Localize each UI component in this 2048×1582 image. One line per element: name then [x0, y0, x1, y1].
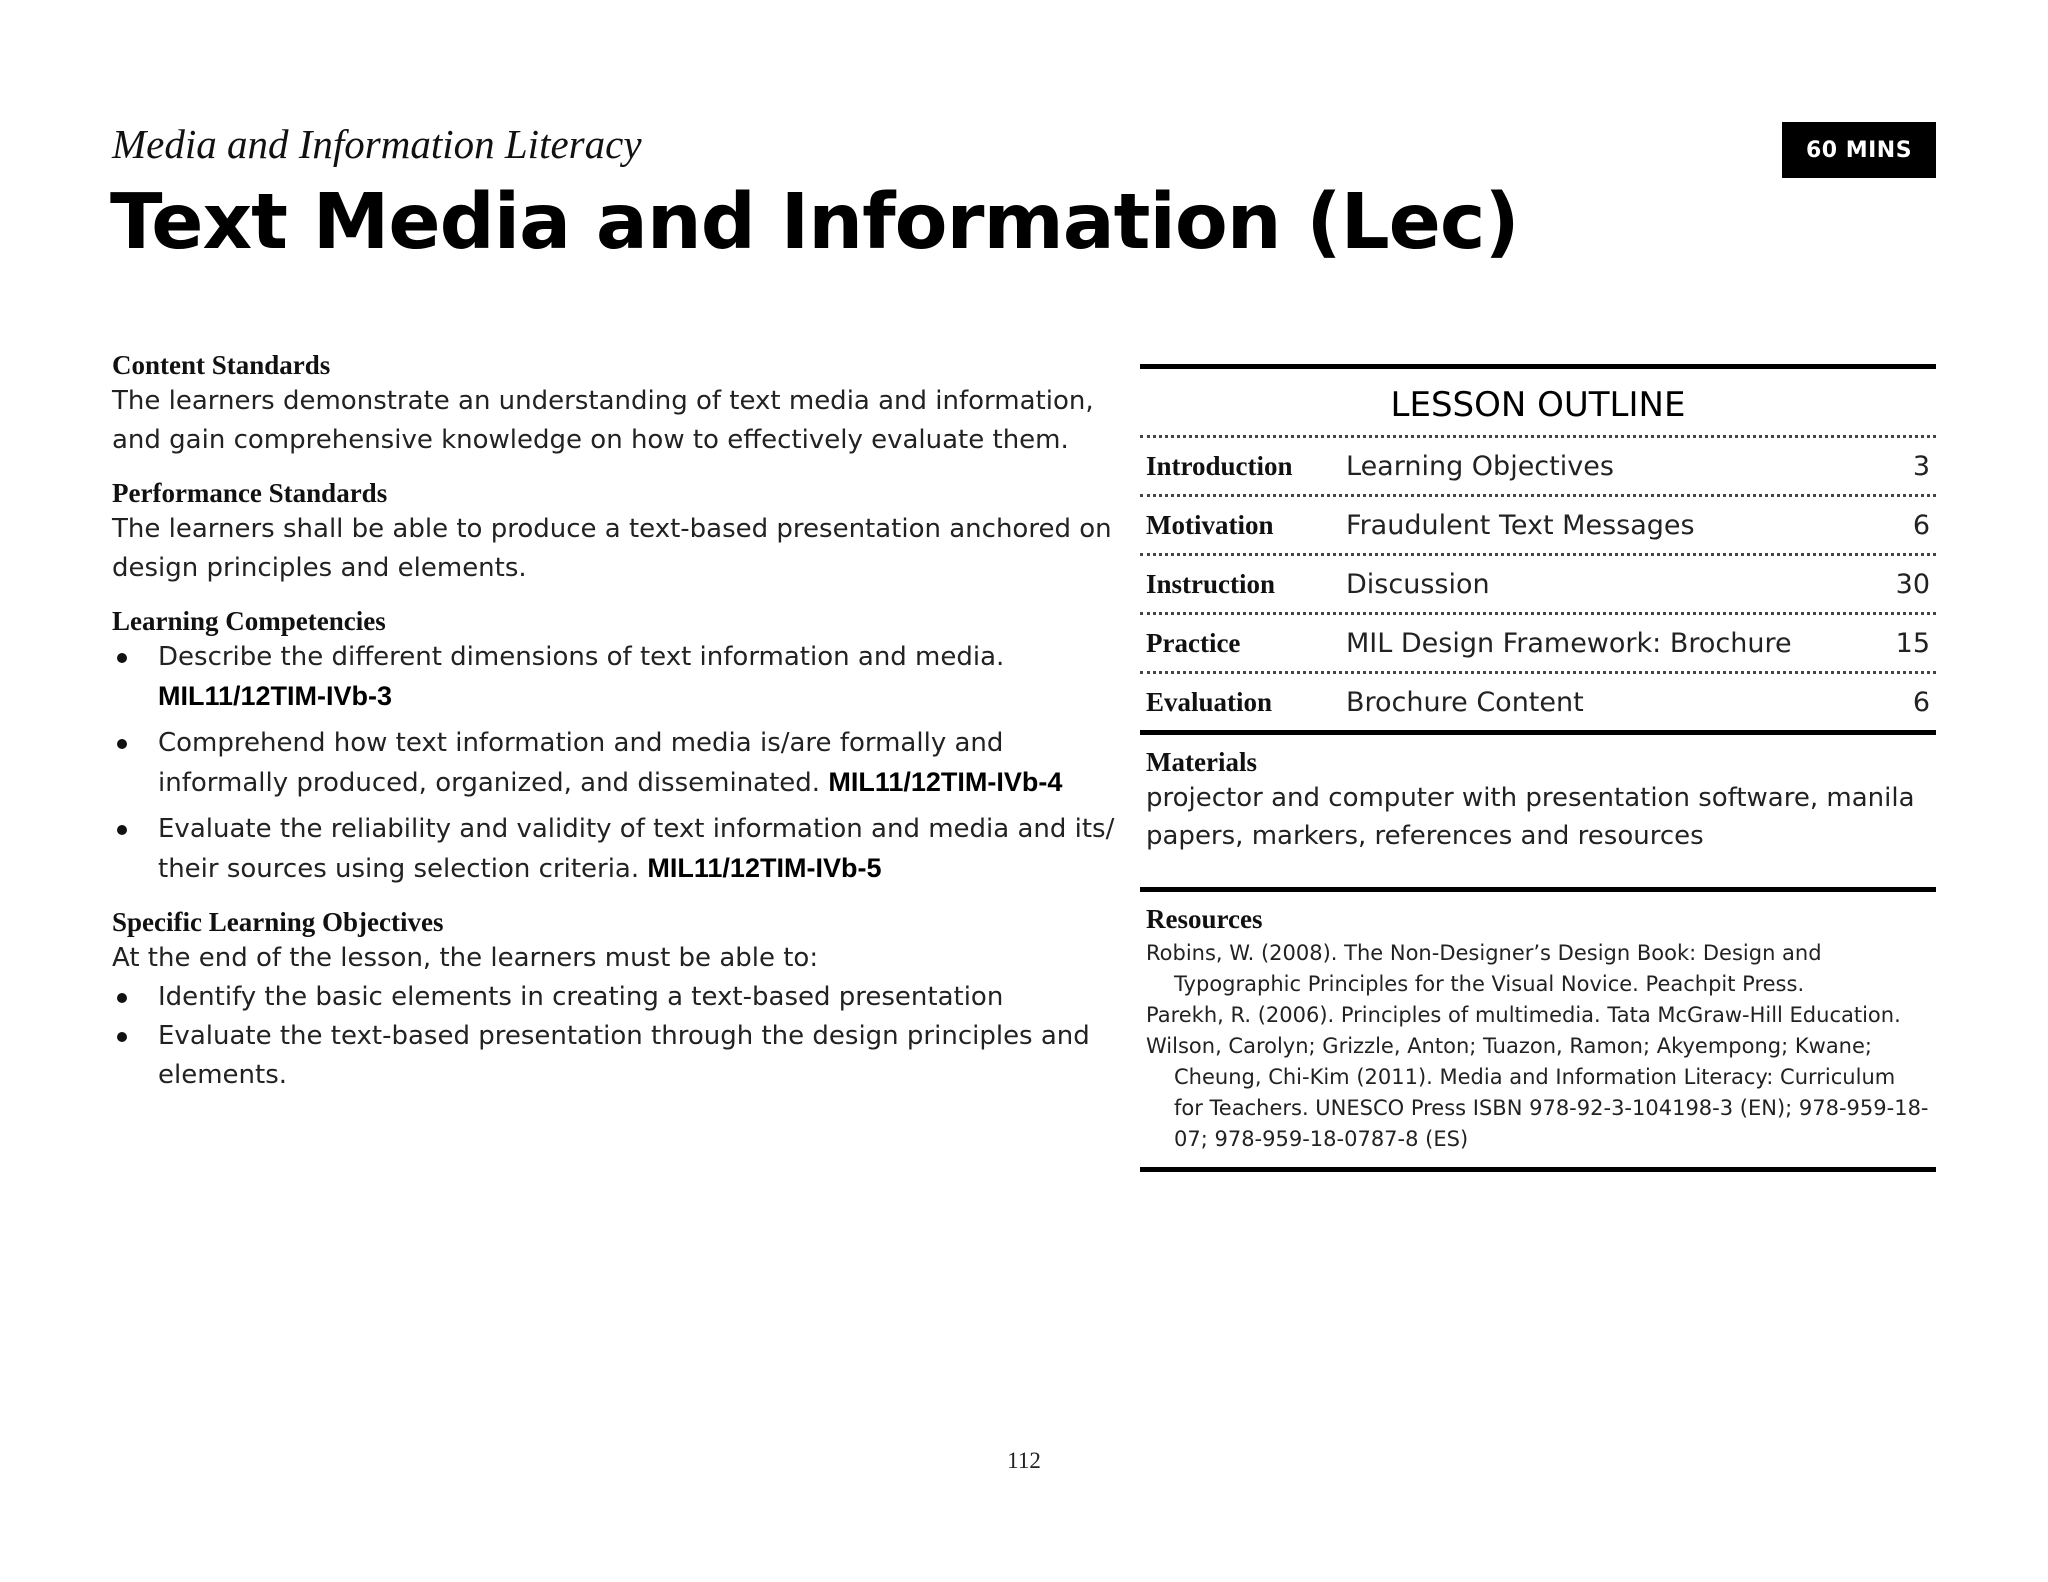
competency-text: Describe the different dimensions of text information and media.	[158, 642, 1005, 672]
resources-bottom-rule	[1140, 1167, 1936, 1172]
resources-list	[1146, 938, 1930, 1155]
materials-heading: Materials	[1146, 747, 1257, 777]
materials-box	[1140, 735, 1936, 887]
outline-phase: Introduction	[1146, 450, 1293, 481]
performance-standards-section	[112, 476, 1122, 588]
outline-minutes: 3	[1912, 450, 1930, 482]
outline-phase: Instruction	[1146, 568, 1276, 599]
resource-item: Robins, W. (2008). The Non-Designer’s Design Book: Design and Typographic Principles for the Visual Novice. Peachpit Press.	[1146, 941, 1822, 996]
outline-minutes: 6	[1912, 509, 1930, 541]
outline-minutes: 30	[1895, 568, 1930, 600]
competency-text: Evaluate the reliability and validity of text information and media and its/ their sources using selection criteria.	[158, 814, 1115, 884]
outline-row	[1140, 553, 1936, 612]
outline-row	[1140, 435, 1936, 494]
outline-phase: Motivation	[1146, 509, 1274, 540]
list-item: Evaluate the text-based presentation through the design principles and elements.	[112, 1017, 1122, 1095]
learning-competencies-heading: Learning Competencies	[112, 606, 386, 636]
performance-standards-heading: Performance Standards	[112, 478, 388, 508]
learning-competencies-section	[112, 604, 1122, 889]
competency-code: MIL11/12TIM-IVb-4	[828, 767, 1063, 797]
content-standards-heading: Content Standards	[112, 350, 331, 380]
lesson-outline-panel	[1140, 364, 1936, 1172]
outline-activity: Brochure Content	[1346, 686, 1584, 718]
outline-activity: Discussion	[1346, 568, 1490, 600]
specific-objectives-section	[112, 905, 1122, 1095]
performance-standards-text: The learners shall be able to produce a text-based presentation anchored on design principles and elements.	[112, 514, 1112, 583]
competency-text: Comprehend how text information and media is/are formally and informally produced, organized, and disseminated.	[158, 728, 1004, 798]
resources-heading: Resources	[1146, 904, 1263, 934]
resource-item: Parekh, R. (2006). Principles of multimedia. Tata McGraw-Hill Education.	[1146, 1003, 1901, 1027]
outline-row	[1140, 494, 1936, 553]
list-item	[112, 810, 1122, 889]
outline-activity: MIL Design Framework: Brochure	[1346, 627, 1792, 659]
page-number: 112	[1007, 1448, 1041, 1473]
outline-phase: Practice	[1146, 627, 1241, 658]
competency-list	[112, 638, 1122, 889]
standards-column	[112, 348, 1122, 1111]
outline-activity: Fraudulent Text Messages	[1346, 509, 1695, 541]
resource-item: Wilson, Carolyn; Grizzle, Anton; Tuazon, Ramon; Akyempong; Kwane; Cheung, Chi-Kim (2011). Media and Information Literacy: Curriculum for Teachers. UNESCO Press ISBN 978-92-3-104198-3 (EN); 978-959-18-07; 978-959-18-0787-8 (ES)	[1146, 1034, 1929, 1151]
outline-minutes: 15	[1895, 627, 1930, 659]
outline-row	[1140, 671, 1936, 730]
list-item: Identify the basic elements in creating a text-based presentation	[112, 978, 1122, 1017]
resources-box	[1140, 892, 1936, 1167]
outline-activity: Learning Objectives	[1346, 450, 1614, 482]
outline-phase: Evaluation	[1146, 686, 1273, 717]
subject-title: Media and Information Literacy	[112, 121, 642, 167]
outline-minutes: 6	[1912, 686, 1930, 718]
page-title: Text Media and Information (Lec)	[110, 178, 1519, 267]
competency-code: MIL11/12TIM-IVb-3	[158, 681, 393, 711]
competency-code: MIL11/12TIM-IVb-5	[647, 853, 882, 883]
objective-list	[112, 978, 1122, 1095]
duration-badge: 60 MINS	[1782, 122, 1936, 178]
list-item	[112, 638, 1122, 717]
lesson-outline-title: LESSON OUTLINE	[1390, 385, 1686, 425]
specific-objectives-heading: Specific Learning Objectives	[112, 907, 444, 937]
content-standards-section	[112, 348, 1122, 460]
list-item	[112, 724, 1122, 803]
content-standards-text: The learners demonstrate an understanding of text media and information, and gain comprehensive knowledge on how to effectively evaluate them.	[112, 386, 1094, 455]
specific-objectives-intro: At the end of the lesson, the learners must be able to:	[112, 943, 819, 973]
outline-row	[1140, 612, 1936, 671]
materials-text: projector and computer with presentation software, manila papers, markers, references and resources	[1146, 783, 1915, 851]
